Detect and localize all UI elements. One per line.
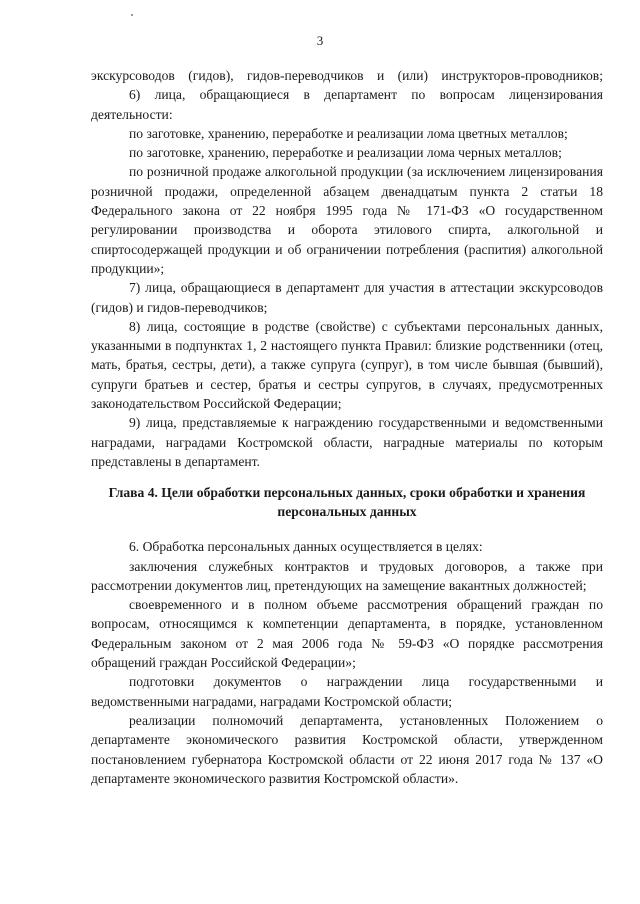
document-body — [91, 66, 603, 788]
paragraph-nonferrous-scrap: по заготовке, хранению, переработке и реализации лома цветных металлов; — [129, 125, 568, 141]
paragraph-item-8-relatives: 8) лица, состоящие в родстве (свойстве) с субъектами персональных данных, указанными в подпунктах 1, 2 настоящего пункта Правил: близкие родственники (отец, мать, братья, сестры, дети), а также супруга (супруг), в том числе бывшая (бывший), супруги братьев и сестер, братья и сестры супругов, в случаях, предусмотренных законодательством Российской Федерации; — [91, 318, 603, 412]
paragraph-purposes-intro: 6. Обработка персональных данных осуществляется в целях: — [129, 539, 483, 555]
paragraph-purpose-appeals: своевременного и в полном объеме рассмотрения обращений граждан по вопросам, относящимся к компетенции департамента, в порядке, установленном Федеральным законом от 2 мая 2006 года № 59-ФЗ «О порядке рассмотрения обращений граждан Российской Федерации»; — [91, 597, 603, 671]
paragraph-item-9-awards: 9) лица, представляемые к награждению государственными и ведомственными наградами, наградами Костромской области, наградные материалы по которым представлены в департамент. — [91, 415, 603, 469]
paragraph-ferrous-scrap: по заготовке, хранению, переработке и реализации лома черных металлов; — [129, 145, 562, 161]
scan-speck — [131, 14, 133, 16]
paragraph-alcohol-retail: по розничной продаже алкогольной продукции (за исключением лицензирования розничной продажи, определенной абзацем двенадцатым пункта 2 статьи 18 Федерального закона от 22 ноября 1995 года № 171-ФЗ «О государственном регулировании производства и оборота этилового спирта, алкогольной и спиртосодержащей продукции и об ограничении потребления (распития) алкогольной продукции»; — [91, 164, 603, 276]
paragraph-item-6-licensing: 6) лица, обращающиеся в департамент по вопросам лицензирования деятельности: — [91, 87, 603, 122]
paragraph-purpose-contracts: заключения служебных контрактов и трудовых договоров, а также при рассмотрении документов лиц, претендующих на замещение вакантных должностей; — [91, 558, 603, 593]
paragraph-guides-continuation: экскурсоводов (гидов), гидов-переводчиков и (или) инструкторов-проводников; — [91, 68, 603, 83]
page-number: 3 — [316, 33, 324, 48]
paragraph-purpose-awards: подготовки документов о награждении лица государственными и ведомственными наградами, наградами Костромской области; — [91, 674, 603, 709]
chapter-heading: Глава 4. Цели обработки персональных данных, сроки обработки и хранения персональных данных — [108, 485, 586, 520]
paragraph-item-7-attestation: 7) лица, обращающиеся в департамент для участия в аттестации экскурсоводов (гидов) и гидов-переводчиков; — [91, 280, 603, 315]
paragraph-purpose-powers: реализации полномочий департамента, установленных Положением о департаменте экономического развития Костромской области, утвержденном постановлением губернатора Костромской области от 22 июня 2017 года № 137 «О департаменте экономического развития Костромской области». — [91, 712, 603, 786]
